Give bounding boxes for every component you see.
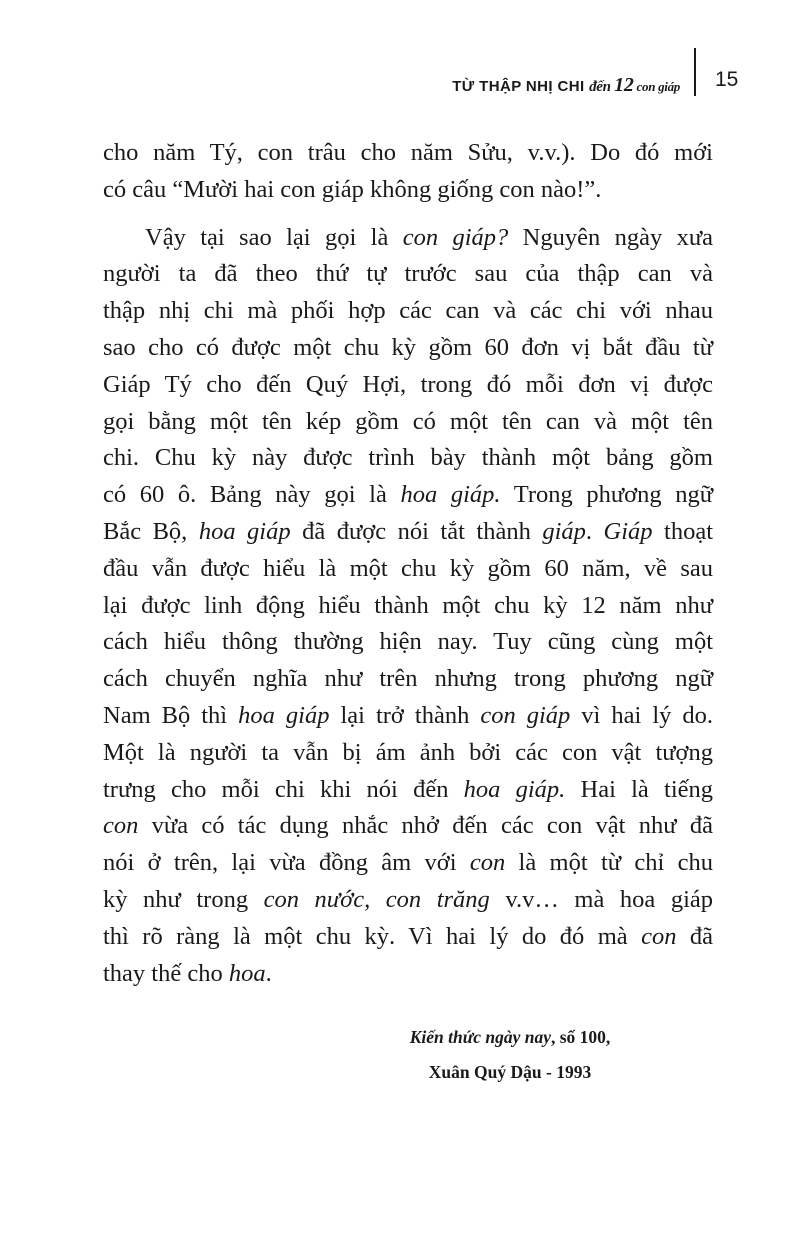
text-line: có câu “Mười hai con giáp không giống con nào!”. bbox=[103, 175, 602, 203]
text-line: Vậy tại sao lại gọi là con giáp? Nguyên ngày xưa bbox=[145, 223, 713, 251]
citation-source: Kiến thức ngày nay bbox=[409, 1027, 551, 1047]
paragraph-1 bbox=[103, 135, 713, 209]
text-line: chi. Chu kỳ này được trình bày thành một bảng gồm bbox=[103, 444, 713, 472]
running-title-script: đến 12 con giáp bbox=[589, 74, 680, 96]
paragraph-2 bbox=[103, 220, 713, 993]
text-line: thì rõ ràng là một chu kỳ. Vì hai lý do đó mà con đã bbox=[103, 922, 714, 950]
text-line: gọi bằng một tên kép gồm có một tên can và một tên bbox=[103, 407, 713, 435]
text-line: Một là người ta vẫn bị ám ảnh bởi các con vật tượng bbox=[103, 738, 713, 766]
text-line: thập nhị chi mà phối hợp các can và các chi với nhau bbox=[103, 297, 713, 325]
text-line: lại được linh động hiểu thành một chu kỳ 12 năm như bbox=[103, 591, 713, 619]
page-number: 15 bbox=[715, 68, 739, 91]
text-line: người ta đã theo thứ tự trước sau của thập can và bbox=[103, 260, 713, 288]
text-line: Giáp Tý cho đến Quý Hợi, trong đó mỗi đơn vị được bbox=[103, 370, 713, 398]
text-line: thay thế cho hoa. bbox=[103, 959, 272, 987]
citation-issue: , số 100, bbox=[550, 1027, 611, 1047]
text-line: cách hiểu thông thường hiện nay. Tuy cũng cùng một bbox=[103, 628, 713, 656]
text-line: kỳ như trong con nước, con trăng v.v… mà hoa giáp bbox=[103, 885, 714, 913]
citation-line-1 bbox=[360, 1020, 660, 1055]
text-line: trưng cho mỗi chi khi nói đến hoa giáp. Hai là tiếng bbox=[103, 775, 713, 803]
body-text bbox=[103, 135, 713, 992]
text-line: có 60 ô. Bảng này gọi là hoa giáp. Trong phương ngữ bbox=[103, 481, 713, 509]
text-line: đầu vẫn được hiểu là một chu kỳ gồm 60 năm, về sau bbox=[103, 554, 713, 582]
text-line: sao cho có được một chu kỳ gồm 60 đơn vị bắt đầu từ bbox=[103, 333, 713, 361]
running-title-main: TỪ THẬP NHỊ CHI bbox=[452, 78, 590, 95]
text-line: cách chuyển nghĩa như trên nhưng trong phương ngữ bbox=[103, 665, 713, 693]
text-line: cho năm Tý, con trâu cho năm Sửu, v.v.). Do đó mới bbox=[103, 139, 713, 166]
text-line: Nam Bộ thì hoa giáp lại trở thành con giáp vì hai lý do. bbox=[103, 701, 714, 729]
page-header bbox=[0, 60, 800, 110]
header-divider bbox=[694, 48, 696, 96]
running-title bbox=[452, 74, 680, 97]
text-line: con vừa có tác dụng nhắc nhở đến các con vật như đã bbox=[103, 812, 713, 840]
citation-date: Xuân Quý Dậu - 1993 bbox=[428, 1062, 592, 1082]
citation bbox=[360, 1020, 660, 1090]
text-line: Bắc Bộ, hoa giáp đã được nói tắt thành giáp. Giáp thoạt bbox=[103, 517, 714, 545]
text-line: nói ở trên, lại vừa đồng âm với con là một từ chỉ chu bbox=[103, 849, 714, 877]
